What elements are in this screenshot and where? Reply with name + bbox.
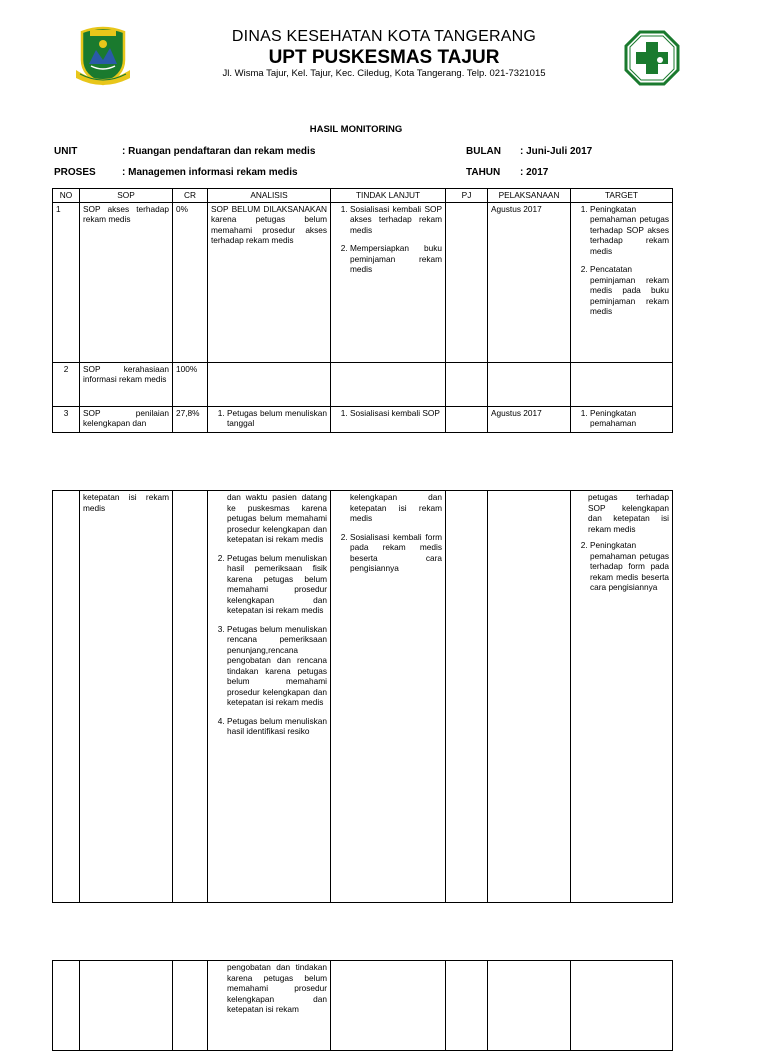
row-no: 3: [53, 406, 80, 432]
header-sop: SOP: [80, 189, 173, 203]
row-target: [571, 491, 673, 903]
header-analisis: ANALISIS: [208, 189, 331, 203]
list-item: 1. Sosialisasi kembali SOP: [350, 408, 442, 419]
row-pelaksanaan: [488, 961, 571, 1051]
row-tindak-lanjut: [331, 961, 446, 1051]
header-pelaksanaan: PELAKSANAAN: [488, 189, 571, 203]
list-item: 2. Petugas belum menuliskan hasil pemeriksaan fisik karena petugas belum memahami prosedur kelengkapan dan ketepatan isi rekam medis: [227, 553, 327, 616]
row-sop: SOP akses terhadap rekam medis: [80, 202, 173, 362]
row-pelaksanaan: [488, 362, 571, 406]
row-pelaksanaan: [488, 491, 571, 903]
table-row: [53, 406, 673, 432]
list-item: 1. Petugas belum menuliskan tanggal: [227, 408, 327, 429]
row-cr: 100%: [173, 362, 208, 406]
row-sop: [80, 961, 173, 1051]
list-item: 2. Pencatatan peminjaman rekam medis pada buku peminjaman rekam medis: [590, 264, 669, 317]
unit-label: UNIT: [54, 146, 78, 157]
list-item: 2. Sosialisasi kembali form pada rekam medis beserta cara pengisiannya: [350, 532, 442, 574]
list-item: 2. Peningkatan pemahaman petugas terhadap form pada rekam medis beserta cara pengisiannya: [590, 540, 669, 593]
bulan-label: BULAN: [466, 146, 501, 157]
header-tindak-lanjut: TINDAK LANJUT: [331, 189, 446, 203]
row-pelaksanaan: Agustus 2017: [488, 406, 571, 432]
list-item: 1. Peningkatan pemahaman: [590, 408, 669, 429]
row-target: [571, 406, 673, 432]
row-pj: [446, 202, 488, 362]
proses-label: PROSES: [54, 167, 96, 178]
bulan-value: : Juni-Juli 2017: [520, 146, 593, 157]
table-row: [53, 362, 673, 406]
proses-value: : Managemen informasi rekam medis: [122, 167, 298, 178]
table-row: [53, 491, 673, 903]
row-pj: [446, 961, 488, 1051]
document-title: HASIL MONITORING: [309, 124, 403, 135]
row-cr: [173, 491, 208, 903]
row-no: 1: [53, 202, 80, 362]
analisis-continued: pengobatan dan tindakan karena petugas belum memahami prosedur kelengkapan dan ketepatan isi rekam: [227, 962, 327, 1014]
header-no: NO: [53, 189, 80, 203]
row-analisis: [208, 491, 331, 903]
header-cr: CR: [173, 189, 208, 203]
row-cr: 27,8%: [173, 406, 208, 432]
analisis-continued: dan waktu pasien datang ke puskesmas karena petugas belum memahami prosedur kelengkapan dan ketepatan isi rekam medis: [227, 492, 327, 544]
row-pj: [446, 491, 488, 903]
row-pj: [446, 406, 488, 432]
address: Jl. Wisma Tajur, Kel. Tajur, Kec. Ciledug, Kota Tangerang. Telp. 021-7321015: [222, 68, 546, 79]
monitoring-table: [52, 188, 673, 433]
list-item: 4. Petugas belum menuliskan hasil identifikasi resiko: [227, 716, 327, 737]
agency-name: DINAS KESEHATAN KOTA TANGERANG: [231, 28, 537, 45]
row-tindak-lanjut: [331, 362, 446, 406]
tindak-continued: kelengkapan dan ketepatan isi rekam medis: [350, 492, 442, 523]
row-pj: [446, 362, 488, 406]
puskesmas-cross-icon: [624, 30, 680, 86]
row-target: [571, 961, 673, 1051]
list-item: 3. Petugas belum menuliskan rencana pemeriksaan penunjang,rencana pengobatan dan rencana tindakan karena petugas belum memahami prosedur kelengkapan dan ketepatan isi rekam medis: [227, 624, 327, 708]
unit-value: : Ruangan pendaftaran dan rekam medis: [122, 146, 316, 157]
list-item: 2. Mempersiapkan buku peminjaman rekam medis: [350, 243, 442, 275]
table-header-row: [53, 189, 673, 203]
row-tindak-lanjut: [331, 406, 446, 432]
row-target: [571, 202, 673, 362]
row-tindak-lanjut: [331, 202, 446, 362]
row-analisis: [208, 961, 331, 1051]
monitoring-table-continued: [52, 490, 673, 903]
row-sop: ketepatan isi rekam medis: [80, 491, 173, 903]
target-continued: petugas terhadap SOP kelengkapan dan ketepatan isi rekam medis: [588, 492, 669, 534]
puskesmas-name: UPT PUSKESMAS TAJUR: [268, 47, 500, 68]
row-no: [53, 491, 80, 903]
list-item: 1. Peningkatan pemahaman petugas terhadap SOP akses terhadap rekam medis: [590, 204, 669, 257]
row-analisis: [208, 362, 331, 406]
letterhead: [0, 20, 768, 90]
list-item: 1. Sosialisasi kembali SOP akses terhadap rekam medis: [350, 204, 442, 236]
tahun-value: : 2017: [520, 167, 549, 178]
header-pj: PJ: [446, 189, 488, 203]
row-target: [571, 362, 673, 406]
row-pelaksanaan: Agustus 2017: [488, 202, 571, 362]
row-cr: [173, 961, 208, 1051]
table-row: [53, 202, 673, 362]
row-sop: SOP kerahasiaan informasi rekam medis: [80, 362, 173, 406]
row-tindak-lanjut: [331, 491, 446, 903]
monitoring-table-continued-2: [52, 960, 673, 1051]
row-cr: 0%: [173, 202, 208, 362]
header-target: TARGET: [571, 189, 673, 203]
table-row: [53, 961, 673, 1051]
row-analisis: SOP BELUM DILAKSANAKAN karena petugas belum memahami prosedur akses terhadap rekam medis: [208, 202, 331, 362]
row-analisis: [208, 406, 331, 432]
tahun-label: TAHUN: [466, 167, 501, 178]
row-no: 2: [53, 362, 80, 406]
row-no: [53, 961, 80, 1051]
row-sop: SOP penilaian kelengkapan dan: [80, 406, 173, 432]
